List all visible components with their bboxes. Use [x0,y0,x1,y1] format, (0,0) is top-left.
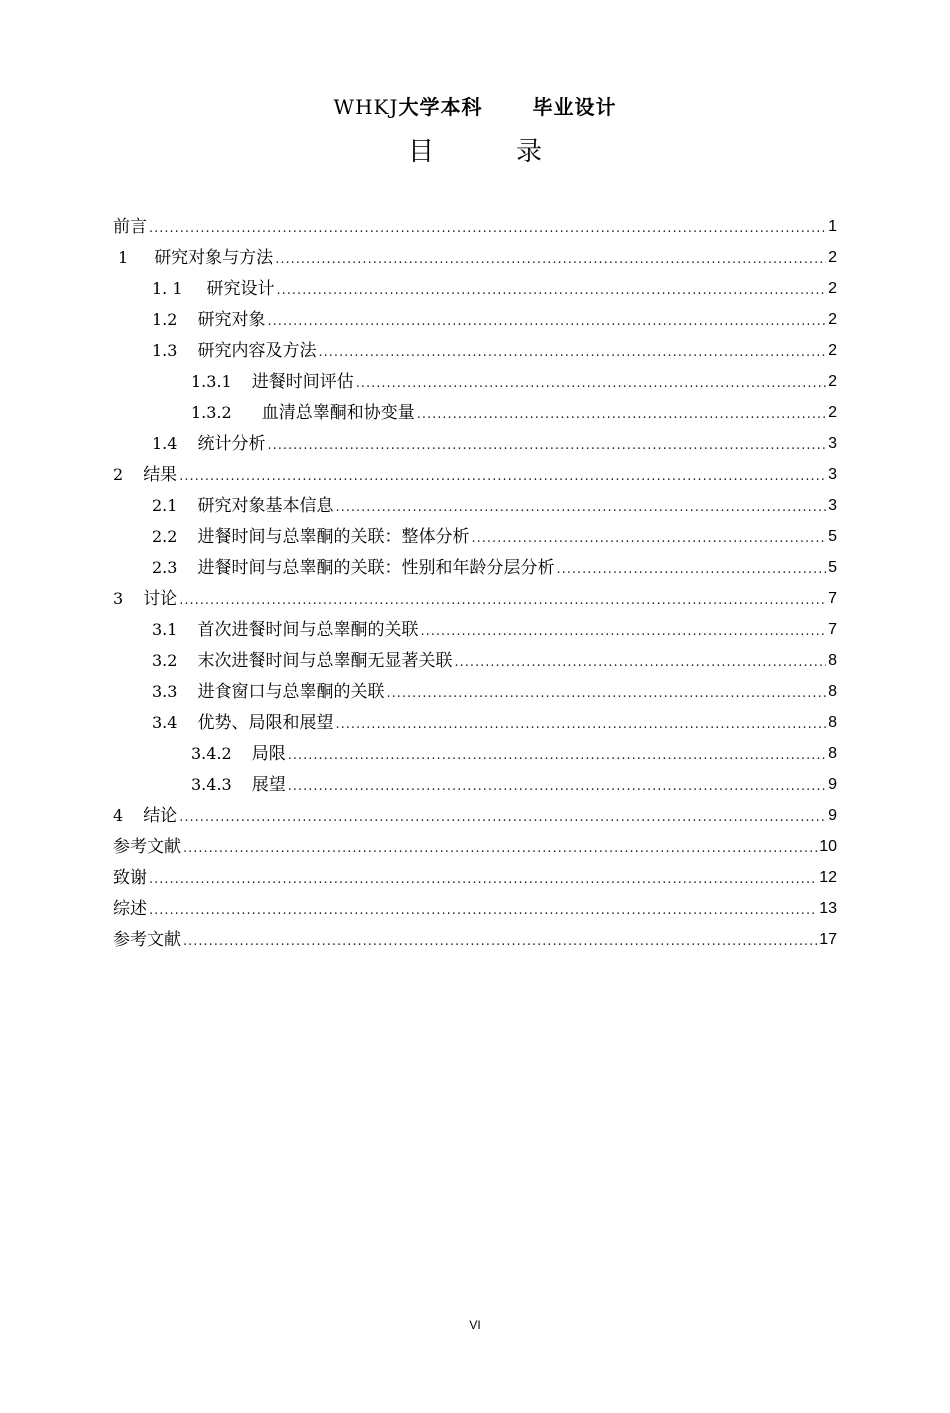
toc-entry-number: 3.2 [152,651,178,670]
toc-entry-label: 结果 [143,465,178,485]
toc-entry-label: 讨论 [143,589,178,609]
toc-entry-page: 1 [828,218,837,235]
toc-entry[interactable] [113,208,837,238]
toc-entry-page: 3 [828,435,837,452]
toc-entry-number: 2 [113,465,124,484]
toc-title: 目 录 [407,137,570,167]
toc-leader-dots [288,778,826,796]
toc-entry-label: 致谢 [113,868,147,888]
toc-entry-label: 进餐时间与总睾酮的关联：整体分析 [197,527,470,547]
toc-entry[interactable] [191,766,837,796]
toc-entry-label: 首次进餐时间与总睾酮的关联 [197,620,419,640]
toc-entry-number: 3 [113,589,124,608]
toc-entry[interactable] [113,828,837,858]
toc-entry-page: 3 [828,466,837,483]
toc-entry[interactable] [113,797,837,827]
toc-leader-dots [149,871,817,889]
toc-entry[interactable] [191,363,837,393]
toc-entry-page: 5 [828,528,837,545]
toc-leader-dots [183,933,817,951]
toc-entry[interactable] [152,270,837,300]
toc-entry-number: 1.3 [152,341,178,360]
toc-leader-dots [288,747,826,765]
toc-entry-page: 8 [828,714,837,731]
toc-leader-dots [267,313,826,331]
toc-entry-label: 优势、局限和展望 [197,713,334,733]
toc-entry[interactable] [113,890,837,920]
toc-entry-number: 3.4.3 [191,775,232,794]
toc-entry-number: 1.3.1 [191,372,232,391]
toc-leader-dots [386,685,826,703]
toc-entry-page: 9 [828,776,837,793]
toc-entry-number: 4 [113,806,124,825]
toc-leader-dots [335,716,826,734]
toc-entry-number: 3.4 [152,713,178,732]
toc-entry-label: 研究对象基本信息 [197,496,334,516]
toc-entry-label: 参考文献 [113,930,181,950]
toc-entry-page: 2 [828,342,837,359]
toc-entry-label: 进餐时间与总睾酮的关联：性别和年龄分层分析 [197,558,555,578]
toc-entry-label: 前言 [113,217,147,237]
toc-entry[interactable] [152,487,837,517]
toc-leader-dots [179,592,826,610]
toc-leader-dots [356,375,826,393]
toc-entry[interactable] [152,673,837,703]
header-school-latin: WHKJ [333,95,399,119]
toc-entry-label: 展望 [251,775,286,795]
toc-leader-dots [179,809,826,827]
toc-entry-page: 12 [819,869,837,886]
toc-entry-number: 1.4 [152,434,178,453]
toc-leader-dots [275,251,826,269]
toc-entry-label: 研究对象与方法 [154,248,274,268]
toc-entry-page: 2 [828,373,837,390]
toc-leader-dots [556,561,826,579]
toc-entry[interactable] [191,394,837,424]
toc-entry-page: 7 [828,621,837,638]
toc-entry-number: 3.4.2 [191,744,232,763]
toc-entry-page: 10 [819,838,837,855]
toc-entry[interactable] [113,921,837,951]
toc-entry-page: 17 [819,931,837,948]
toc-entry[interactable] [113,859,837,889]
toc-entry-label: 研究设计 [206,279,275,299]
toc-entry-page: 7 [828,590,837,607]
toc-entry-label: 进餐时间评估 [251,372,354,392]
toc-entry-label: 结论 [143,806,178,826]
toc-leader-dots [179,468,826,486]
toc-entry[interactable] [152,704,837,734]
toc-entry-label: 研究内容及方法 [197,341,317,361]
toc-entry[interactable] [113,456,837,486]
toc-entry-number: 1.2 [152,310,178,329]
toc-entry[interactable] [118,239,837,269]
toc-entry-page: 2 [828,249,837,266]
toc-entry-page: 8 [828,683,837,700]
toc-entry-number: 3.3 [152,682,178,701]
toc-leader-dots [471,530,826,548]
toc-entry[interactable] [113,580,837,610]
toc-entry[interactable] [191,735,837,765]
toc-leader-dots [183,840,817,858]
document-header [0,94,950,120]
toc-leader-dots [149,220,826,238]
toc-entry-page: 8 [828,652,837,669]
toc-entry[interactable] [152,518,837,548]
toc-entry-label: 血清总睾酮和协变量 [261,403,415,423]
toc-entry-label: 综述 [113,899,147,919]
header-school-cjk: 大学本科 [398,95,483,119]
toc-entry-number: 1 [118,248,129,267]
toc-entry-number: 2.1 [152,496,178,515]
toc-leader-dots [335,499,826,517]
toc-entry[interactable] [152,301,837,331]
page-number: VI [469,1318,481,1332]
toc-leader-dots [417,406,826,424]
toc-leader-dots [149,902,817,920]
header-design-label: 毕业设计 [532,95,617,119]
toc-entry-number: 1.3.2 [191,403,232,422]
toc-entry[interactable] [152,425,837,455]
toc-entry[interactable] [152,611,837,641]
toc-leader-dots [267,437,826,455]
toc-entry-number: 3.1 [152,620,178,639]
toc-entry-label: 参考文献 [113,837,181,857]
toc-entry[interactable] [152,549,837,579]
toc-leader-dots [420,623,826,641]
toc-entry-number: 2.2 [152,527,178,546]
toc-entry-page: 13 [819,900,837,917]
toc-entry-page: 5 [828,559,837,576]
toc-entry-page: 2 [828,280,837,297]
toc-entry-label: 统计分析 [197,434,266,454]
toc-entry-label: 进食窗口与总睾酮的关联 [197,682,385,702]
toc-entry-number: 2.3 [152,558,178,577]
toc-entry-label: 研究对象 [197,310,266,330]
toc-leader-dots [454,654,826,672]
toc-entry-label: 局限 [251,744,286,764]
toc-entry-page: 8 [828,745,837,762]
toc-entry[interactable] [152,332,837,362]
toc-entry-page: 2 [828,311,837,328]
toc-entry[interactable] [152,642,837,672]
toc-leader-dots [318,344,826,362]
toc-entry-label: 末次进餐时间与总睾酮无显著关联 [197,651,453,671]
toc-entry-page: 2 [828,404,837,421]
toc-entry-page: 9 [828,807,837,824]
toc-entry-number: 1. 1 [152,279,183,298]
toc-leader-dots [277,282,827,300]
toc-entry-page: 3 [828,497,837,514]
